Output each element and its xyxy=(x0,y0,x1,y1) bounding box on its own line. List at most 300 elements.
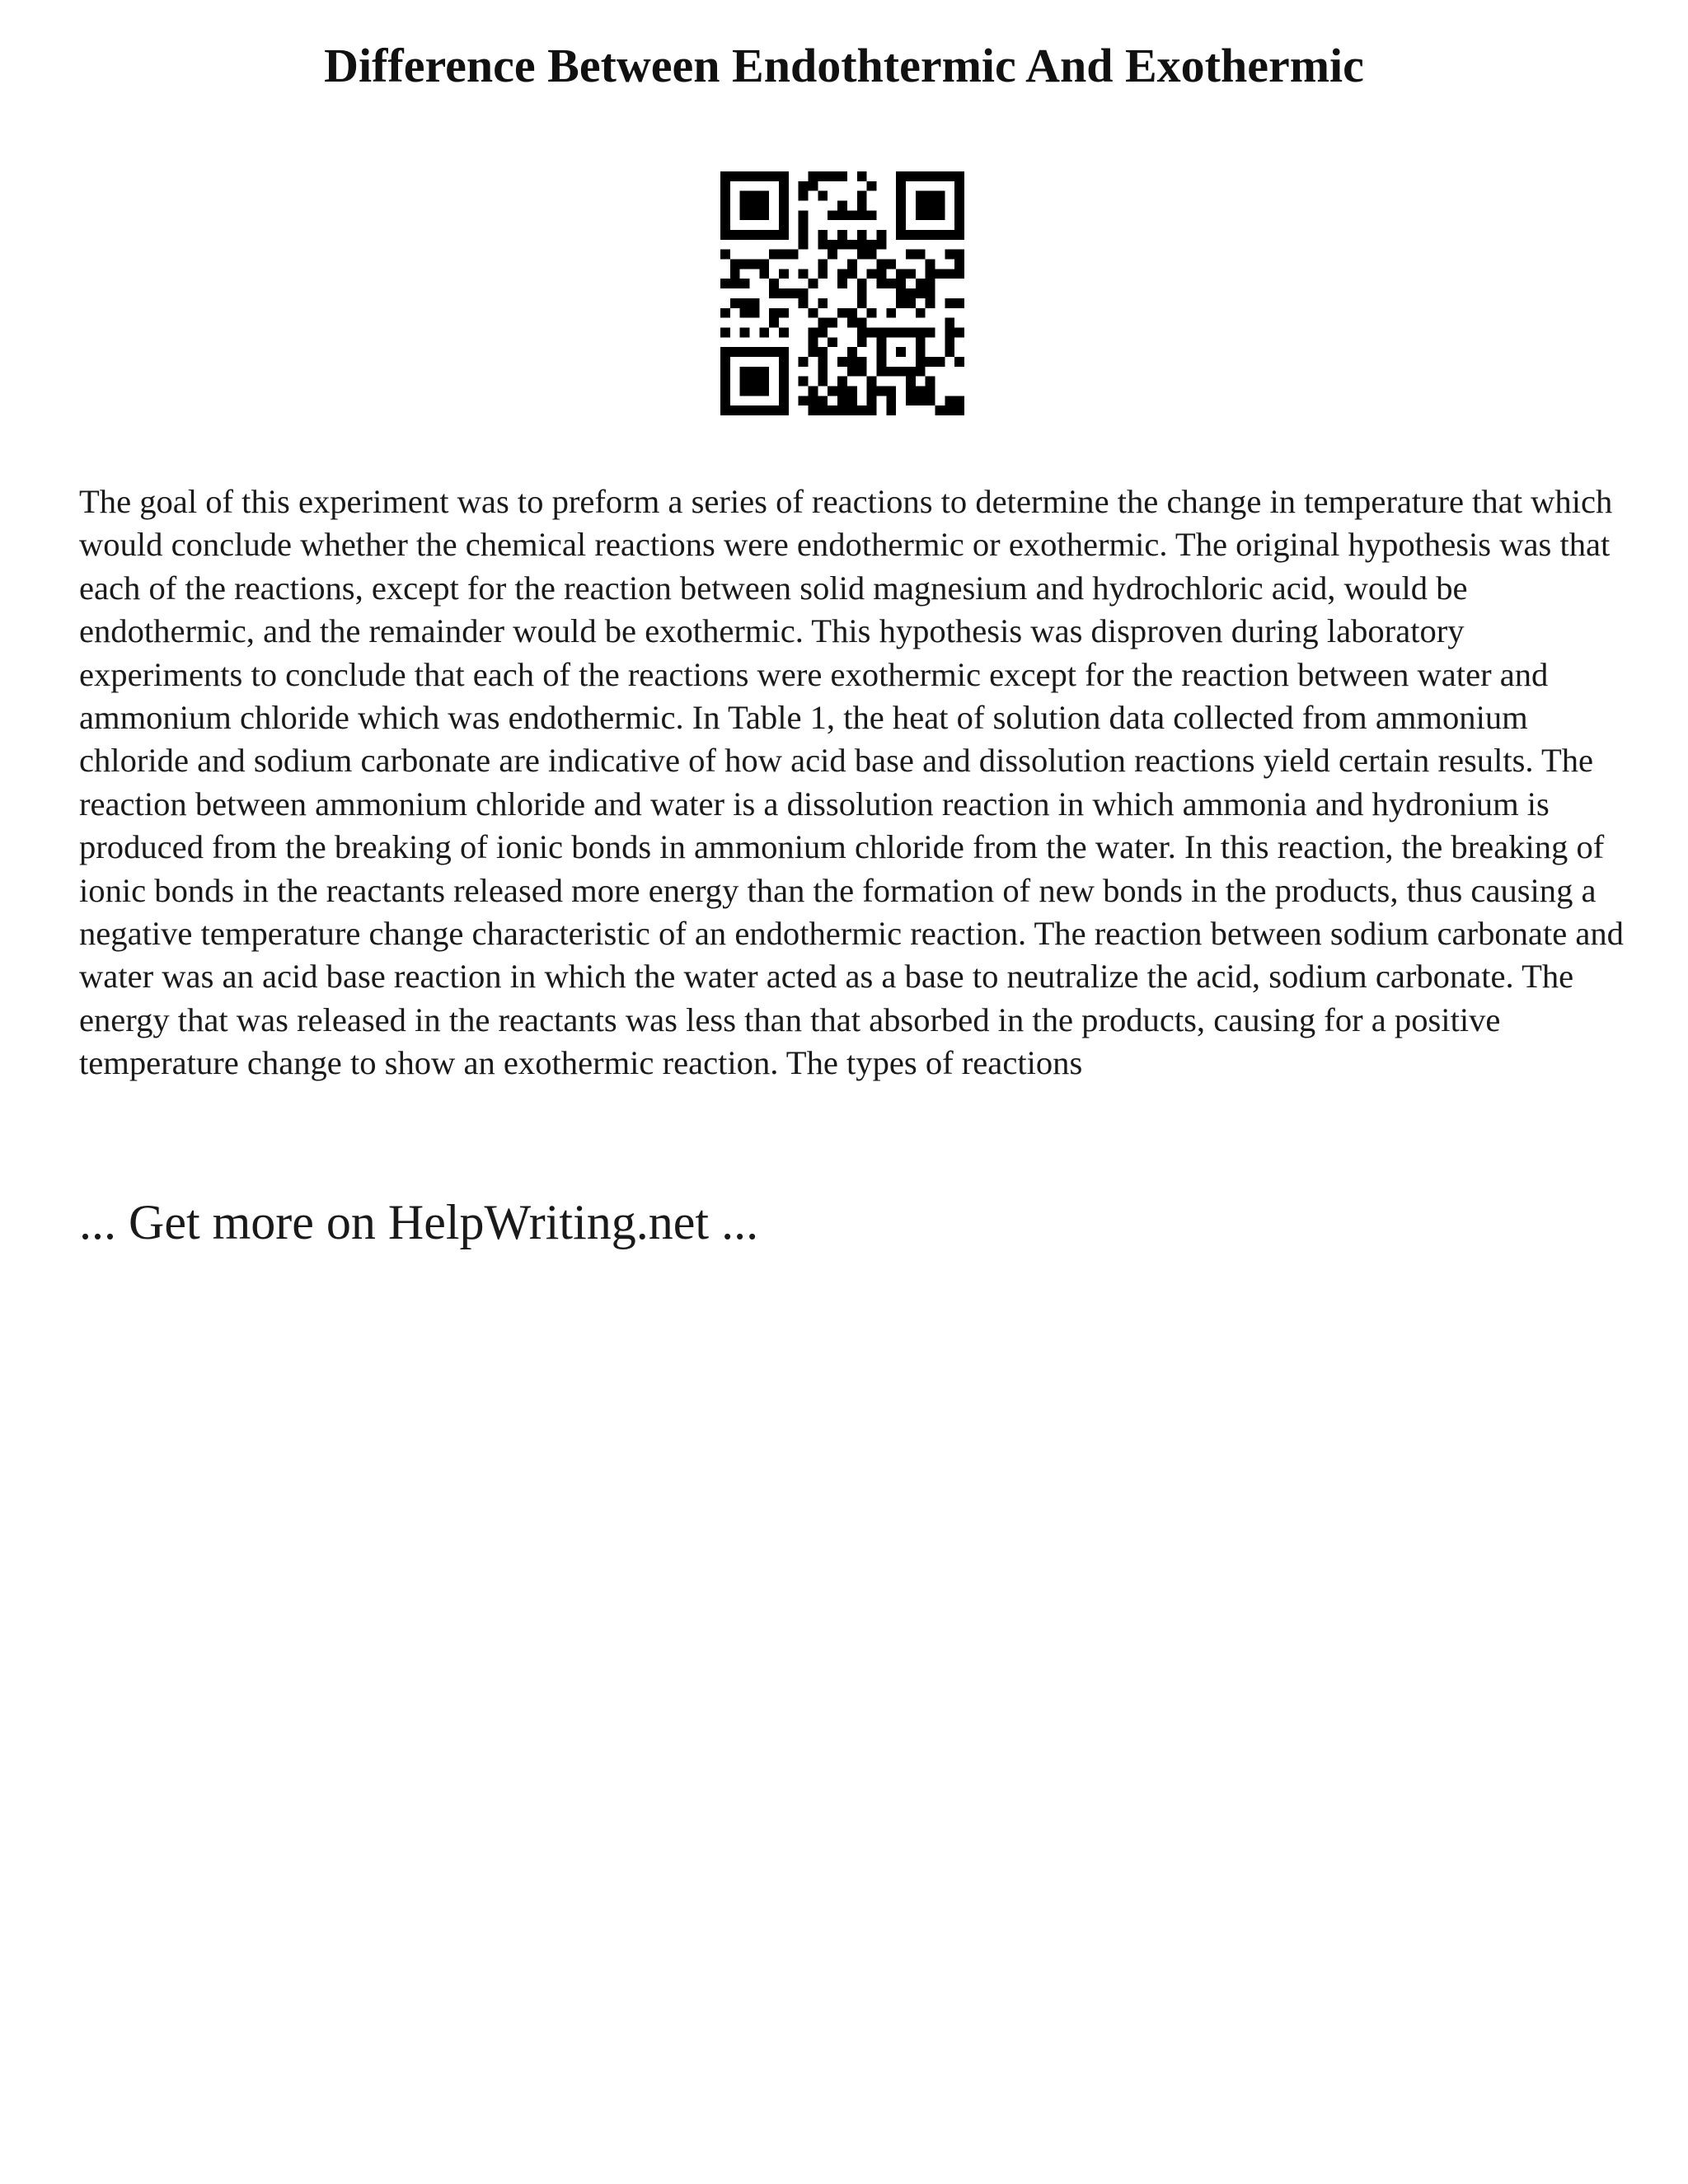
qr-module xyxy=(876,230,886,240)
qr-module xyxy=(740,191,750,201)
qr-module xyxy=(896,230,906,240)
qr-module xyxy=(828,210,837,220)
qr-module xyxy=(750,210,760,220)
qr-module xyxy=(750,347,760,357)
qr-module xyxy=(750,171,760,181)
qr-module xyxy=(926,201,935,211)
qr-module xyxy=(954,260,964,269)
qr-module xyxy=(759,347,769,357)
qr-module xyxy=(876,347,886,357)
qr-module xyxy=(857,357,867,367)
qr-module xyxy=(945,337,954,347)
qr-module xyxy=(926,269,935,279)
qr-module xyxy=(916,288,926,298)
qr-module xyxy=(779,288,789,298)
qr-module xyxy=(818,269,828,279)
qr-module xyxy=(809,405,818,415)
qr-module xyxy=(779,367,789,377)
qr-module xyxy=(779,181,789,191)
qr-module xyxy=(926,210,935,220)
qr-module xyxy=(750,260,760,269)
qr-module xyxy=(818,357,828,367)
qr-module xyxy=(876,337,886,347)
qr-module xyxy=(945,230,954,240)
qr-module xyxy=(857,367,867,377)
qr-module xyxy=(740,327,750,337)
qr-module xyxy=(759,171,769,181)
qr-module xyxy=(876,357,886,367)
qr-module xyxy=(954,191,964,201)
qr-module xyxy=(799,181,809,191)
qr-module xyxy=(876,386,886,396)
qr-module xyxy=(867,181,877,191)
qr-module xyxy=(759,377,769,387)
qr-module xyxy=(954,220,964,230)
qr-module xyxy=(837,279,847,288)
qr-module xyxy=(896,191,906,201)
qr-module xyxy=(740,298,750,308)
qr-module xyxy=(886,279,896,288)
qr-module xyxy=(857,327,867,337)
qr-module xyxy=(945,396,954,405)
qr-module xyxy=(720,367,730,377)
qr-module xyxy=(818,367,828,377)
qr-module xyxy=(857,171,867,181)
qr-module xyxy=(926,171,935,181)
qr-module xyxy=(818,396,828,405)
qr-module xyxy=(857,250,867,260)
qr-module xyxy=(954,357,964,367)
qr-module xyxy=(896,181,906,191)
qr-module xyxy=(945,269,954,279)
qr-module xyxy=(740,377,750,387)
qr-module xyxy=(828,386,837,396)
qr-module xyxy=(799,396,809,405)
qr-module xyxy=(779,357,789,367)
qr-module xyxy=(779,220,789,230)
qr-module xyxy=(730,405,740,415)
qr-module xyxy=(759,191,769,201)
qr-module xyxy=(886,396,896,405)
qr-module xyxy=(867,250,877,260)
qr-module xyxy=(720,386,730,396)
qr-module xyxy=(809,386,818,396)
qr-module xyxy=(779,250,789,260)
qr-module xyxy=(916,327,926,337)
qr-module xyxy=(809,308,818,318)
qr-module xyxy=(954,171,964,181)
qr-module xyxy=(954,210,964,220)
qr-module xyxy=(740,260,750,269)
qr-module xyxy=(720,405,730,415)
qr-module xyxy=(916,210,926,220)
qr-module xyxy=(847,210,857,220)
qr-module xyxy=(759,327,769,337)
qr-module xyxy=(886,260,896,269)
qr-module xyxy=(926,230,935,240)
qr-module xyxy=(847,347,857,357)
qr-module xyxy=(876,269,886,279)
qr-module xyxy=(799,191,809,201)
qr-module xyxy=(779,377,789,387)
qr-module xyxy=(847,308,857,318)
qr-module xyxy=(809,337,818,347)
qr-module xyxy=(809,279,818,288)
qr-module xyxy=(954,327,964,337)
qr-module xyxy=(720,396,730,405)
qr-module xyxy=(906,269,916,279)
qr-module xyxy=(857,191,867,201)
qr-module xyxy=(896,347,906,357)
qr-module xyxy=(779,230,789,240)
qr-module xyxy=(847,386,857,396)
qr-module xyxy=(926,260,935,269)
qr-module xyxy=(799,357,809,367)
qr-module xyxy=(828,240,837,250)
qr-code-icon xyxy=(720,171,964,415)
qr-module xyxy=(857,230,867,240)
qr-module xyxy=(837,269,847,279)
qr-module xyxy=(954,181,964,191)
qr-module xyxy=(945,171,954,181)
qr-module xyxy=(867,386,877,396)
get-more-link[interactable]: ... Get more on HelpWriting.net ... xyxy=(79,1195,759,1249)
qr-module xyxy=(799,240,809,250)
qr-module xyxy=(837,201,847,211)
qr-module xyxy=(730,260,740,269)
qr-module xyxy=(730,279,740,288)
qr-module xyxy=(828,337,837,347)
qr-module xyxy=(916,347,926,357)
qr-module xyxy=(916,279,926,288)
qr-module xyxy=(720,210,730,220)
qr-module xyxy=(779,327,789,337)
qr-module xyxy=(837,308,847,318)
qr-module xyxy=(935,357,945,367)
qr-module xyxy=(867,210,877,220)
qr-module xyxy=(720,171,730,181)
qr-module xyxy=(935,405,945,415)
qr-module xyxy=(818,230,828,240)
qr-module xyxy=(769,279,779,288)
qr-module xyxy=(720,308,730,318)
qr-module xyxy=(954,201,964,211)
qr-module xyxy=(837,240,847,250)
qr-module xyxy=(837,171,847,181)
qr-module xyxy=(799,230,809,240)
qr-module xyxy=(945,327,954,337)
qr-module xyxy=(857,279,867,288)
qr-module xyxy=(906,367,916,377)
qr-module xyxy=(730,298,740,308)
qr-module xyxy=(906,298,916,308)
qr-module xyxy=(867,240,877,250)
qr-module xyxy=(867,396,877,405)
qr-module xyxy=(886,386,896,396)
qr-module xyxy=(740,230,750,240)
qr-module xyxy=(769,405,779,415)
qr-module xyxy=(926,396,935,405)
qr-module xyxy=(759,367,769,377)
qr-module xyxy=(857,240,867,250)
qr-module xyxy=(740,171,750,181)
qr-module xyxy=(837,230,847,240)
qr-module xyxy=(857,288,867,298)
qr-module xyxy=(720,357,730,367)
qr-module xyxy=(779,171,789,181)
qr-module xyxy=(809,171,818,181)
qr-module xyxy=(730,230,740,240)
qr-module xyxy=(837,377,847,387)
qr-module xyxy=(779,308,789,318)
qr-module xyxy=(916,171,926,181)
qr-module xyxy=(896,298,906,308)
qr-module xyxy=(867,377,877,387)
qr-module xyxy=(896,327,906,337)
qr-module xyxy=(750,201,760,211)
qr-module xyxy=(730,171,740,181)
qr-module xyxy=(769,308,779,318)
qr-module xyxy=(799,288,809,298)
qr-module xyxy=(809,327,818,337)
qr-module xyxy=(857,210,867,220)
qr-module xyxy=(837,386,847,396)
qr-module xyxy=(916,396,926,405)
qr-module xyxy=(818,240,828,250)
qr-module xyxy=(828,250,837,260)
qr-module xyxy=(769,171,779,181)
qr-module xyxy=(916,191,926,201)
qr-module xyxy=(720,250,730,260)
qr-module xyxy=(876,279,886,288)
qr-module xyxy=(886,405,896,415)
qr-module xyxy=(926,279,935,288)
qr-code xyxy=(720,171,964,415)
qr-module xyxy=(818,298,828,308)
qr-module xyxy=(750,308,760,318)
qr-module xyxy=(779,201,789,211)
qr-module xyxy=(779,396,789,405)
qr-module xyxy=(847,405,857,415)
qr-module xyxy=(867,269,877,279)
qr-module xyxy=(720,279,730,288)
qr-module xyxy=(818,171,828,181)
qr-module xyxy=(926,191,935,201)
qr-module xyxy=(867,308,877,318)
qr-module xyxy=(926,298,935,308)
qr-module xyxy=(926,377,935,387)
qr-module xyxy=(954,230,964,240)
qr-module xyxy=(779,386,789,396)
qr-module xyxy=(769,250,779,260)
qr-module xyxy=(828,171,837,181)
qr-module xyxy=(837,405,847,415)
qr-module xyxy=(916,250,926,260)
qr-module xyxy=(789,250,799,260)
qr-module xyxy=(750,367,760,377)
qr-module xyxy=(799,269,809,279)
qr-module xyxy=(867,327,877,337)
qr-module xyxy=(857,337,867,347)
qr-module xyxy=(896,288,906,298)
qr-module xyxy=(867,405,877,415)
qr-module xyxy=(906,327,916,337)
qr-module xyxy=(935,191,945,201)
qr-module xyxy=(750,405,760,415)
qr-module xyxy=(837,396,847,405)
qr-module xyxy=(720,347,730,357)
qr-module xyxy=(799,210,809,220)
qr-module xyxy=(759,405,769,415)
qr-module xyxy=(750,377,760,387)
qr-module xyxy=(769,288,779,298)
qr-module xyxy=(935,210,945,220)
qr-module xyxy=(896,171,906,181)
qr-module xyxy=(935,269,945,279)
qr-module xyxy=(750,230,760,240)
qr-module xyxy=(896,279,906,288)
qr-module xyxy=(750,191,760,201)
qr-module xyxy=(954,396,964,405)
qr-module xyxy=(926,327,935,337)
qr-module xyxy=(720,220,730,230)
qr-module xyxy=(926,386,935,396)
qr-module xyxy=(818,191,828,201)
qr-module xyxy=(876,240,886,250)
qr-module xyxy=(818,405,828,415)
qr-module xyxy=(769,230,779,240)
qr-module xyxy=(945,250,954,260)
qr-module xyxy=(916,308,926,318)
qr-module xyxy=(916,201,926,211)
qr-module xyxy=(847,269,857,279)
qr-module xyxy=(740,386,750,396)
qr-module xyxy=(926,357,935,367)
qr-module xyxy=(886,308,896,318)
qr-module xyxy=(906,377,916,387)
qr-module xyxy=(818,260,828,269)
qr-module xyxy=(799,377,809,387)
qr-module xyxy=(906,230,916,240)
qr-module xyxy=(954,298,964,308)
qr-module xyxy=(847,367,857,377)
qr-module xyxy=(837,357,847,367)
qr-module xyxy=(759,201,769,211)
qr-module xyxy=(945,318,954,328)
qr-module xyxy=(857,318,867,328)
qr-module xyxy=(750,298,760,308)
qr-module xyxy=(740,210,750,220)
qr-module xyxy=(779,210,789,220)
qr-module xyxy=(750,386,760,396)
qr-module xyxy=(847,357,857,367)
qr-module xyxy=(945,347,954,357)
qr-module xyxy=(896,201,906,211)
qr-module xyxy=(896,210,906,220)
qr-module xyxy=(916,386,926,396)
page-title: Difference Between Endothtermic And Exothermic xyxy=(324,39,1364,92)
qr-module xyxy=(935,201,945,211)
qr-module xyxy=(809,396,818,405)
qr-module xyxy=(906,250,916,260)
qr-module xyxy=(906,396,916,405)
qr-module xyxy=(896,220,906,230)
qr-module xyxy=(857,405,867,415)
qr-module xyxy=(720,230,730,240)
qr-module xyxy=(954,269,964,279)
qr-module xyxy=(954,405,964,415)
qr-module xyxy=(876,327,886,337)
qr-module xyxy=(740,367,750,377)
qr-module xyxy=(906,171,916,181)
qr-module xyxy=(916,357,926,367)
qr-module xyxy=(876,260,886,269)
qr-module xyxy=(926,288,935,298)
qr-module xyxy=(720,327,730,337)
qr-module xyxy=(818,347,828,357)
qr-module xyxy=(730,347,740,357)
qr-module xyxy=(779,347,789,357)
qr-module xyxy=(740,308,750,318)
qr-module xyxy=(857,298,867,308)
qr-module xyxy=(828,405,837,415)
qr-module xyxy=(769,347,779,357)
qr-module xyxy=(886,367,896,377)
qr-module xyxy=(740,201,750,211)
qr-module xyxy=(730,269,740,279)
qr-module xyxy=(857,201,867,211)
qr-module xyxy=(828,318,837,328)
qr-module xyxy=(945,298,954,308)
qr-module xyxy=(720,377,730,387)
qr-module xyxy=(916,337,926,347)
qr-module xyxy=(837,210,847,220)
qr-module xyxy=(847,396,857,405)
qr-module xyxy=(847,240,857,250)
qr-module xyxy=(886,327,896,337)
qr-module xyxy=(906,288,916,298)
qr-module xyxy=(779,405,789,415)
qr-module xyxy=(759,269,769,279)
qr-module xyxy=(759,230,769,240)
qr-module xyxy=(809,181,818,191)
qr-module xyxy=(779,191,789,201)
qr-module xyxy=(720,181,730,191)
qr-module xyxy=(779,269,789,279)
qr-module xyxy=(799,298,809,308)
qr-module xyxy=(916,230,926,240)
qr-module xyxy=(847,260,857,269)
qr-module xyxy=(799,220,809,230)
qr-module xyxy=(916,367,926,377)
qr-module xyxy=(896,269,906,279)
qr-module xyxy=(769,318,779,328)
qr-module xyxy=(759,260,769,269)
qr-module xyxy=(847,318,857,328)
qr-module xyxy=(740,279,750,288)
qr-module xyxy=(935,230,945,240)
qr-module xyxy=(818,327,828,337)
qr-module xyxy=(876,367,886,377)
body-paragraph: The goal of this experiment was to preform a series of reactions to determine the change in temperature that which would conclude whether the chemical reactions were endothermic or exothermic. The original hypothesis was that each of the reactions, except for the reaction between solid magnesium and hydrochloric acid, would be endothermic, and the remainder would be exothermic. This hypothesis was disproven during laboratory experiments to conclude that each of the reactions were exothermic except for the reaction between water and ammonium chloride which was endothermic. In Table 1, the heat of solution data collected from ammonium chloride and sodium carbonate are indicative of how acid base and dissolution reactions yield certain results. The reaction between ammonium chloride and water is a dissolution reaction in which ammonia and hydronium is produced from the breaking of ionic bonds in ammonium chloride from the water. In this reaction, the breaking of ionic bonds in the reactants released more energy than the formation of new bonds in the products, thus causing a negative temperature change characteristic of an endothermic reaction. The reaction between sodium carbonate and water was an acid base reaction in which the water acted as a base to neutralize the acid, sodium carbonate. The energy that was released in the reactants was less than that absorbed in the products, causing for a positive temperature change to show an exothermic reaction. The types of reactions xyxy=(79,483,1624,1082)
qr-module xyxy=(906,386,916,396)
qr-module xyxy=(945,405,954,415)
qr-module xyxy=(740,347,750,357)
qr-module xyxy=(759,210,769,220)
qr-module xyxy=(954,250,964,260)
qr-module xyxy=(809,347,818,357)
qr-module xyxy=(818,377,828,387)
